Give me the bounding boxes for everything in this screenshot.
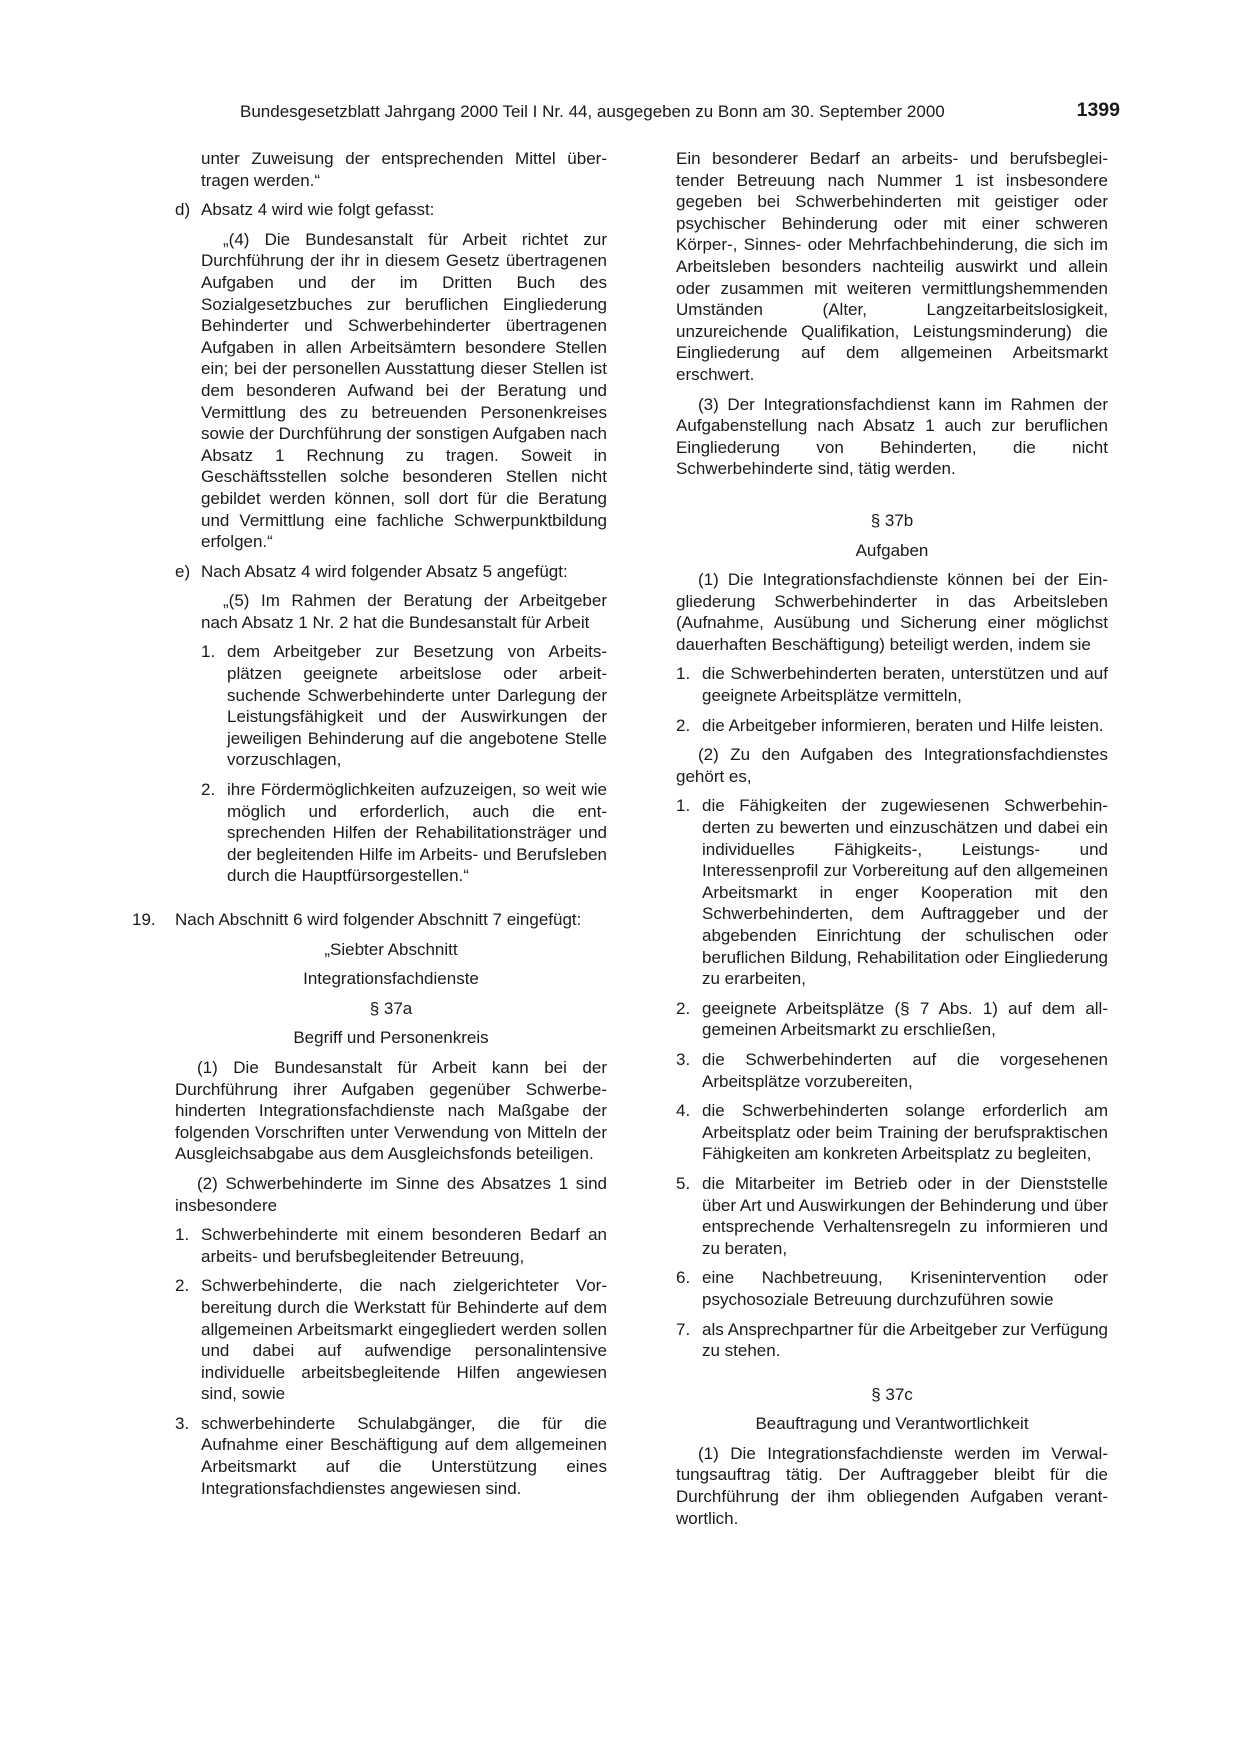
list-marker: 1.: [175, 1225, 190, 1245]
list-item: [676, 795, 1108, 989]
paragraph-title: Aufgaben: [855, 540, 929, 560]
list-marker: 2.: [676, 715, 691, 735]
list-marker: 1.: [676, 796, 691, 816]
list-item: [676, 998, 1108, 1041]
list-marker: 2.: [676, 998, 691, 1018]
list-marker: 4.: [676, 1101, 691, 1121]
page-header: [240, 101, 1120, 123]
item-text: Nach Absatz 4 wird folgender Absatz 5 angefügt:: [201, 561, 568, 581]
list-item: [175, 1275, 607, 1405]
section-title: „Siebter Abschnitt: [324, 939, 458, 959]
list-text: geeignete Arbeitsplätze (§ 7 Abs. 1) auf dem allgemeinen Arbeitsmarkt zu erschließen,: [702, 998, 1108, 1040]
list-marker: 5.: [676, 1173, 691, 1193]
list-text: Schwerbehinderte, die nach zielgerichteter Vorbereitung durch die Werkstatt für Behinderte auf dem allgemeinen Arbeitsmarkt eingegliedert werden sollen und dabei auf aufwendige personalintensive individuelle arbeitsbegleitende Hilfen angewiesen sind, sowie: [201, 1276, 607, 1404]
list-marker: 1.: [676, 664, 691, 684]
left-column: [132, 148, 607, 1507]
right-column: [676, 148, 1108, 1537]
item-d: [175, 199, 607, 221]
list-text: eine Nachbetreuung, Krisenintervention oder psychosoziale Betreuung durchzuführen sowie: [702, 1268, 1108, 1309]
list-marker: 6.: [676, 1268, 691, 1288]
page-number: 1399: [1076, 99, 1120, 121]
paragraph-text: (1) Die Bundesanstalt für Arbeit kann bei der Durchführung ihrer Aufgaben gegenüber Schwerbehinderten Integrationsfachdienste nach Maßgabe der folgenden Vorschriften unter Verwendung von Mitteln der Ausgleichsabgabe aus dem Ausgleichsfonds beteiligen.: [175, 1057, 607, 1164]
item-e: [175, 561, 607, 583]
list-marker: 2.: [201, 780, 216, 800]
list-item: [676, 1319, 1108, 1362]
absatz-4-text: „(4) Die Bundesanstalt für Arbeit richtet zur Durchführung der ihr in diesem Gesetz übertragenen Aufgaben und der im Dritten Buch des Sozialgesetzbuches zur beruflichen Eingliederung Behinderter und Schwerbehinderter übertragenen Aufgaben in allen Arbeitsämtern besondere Stellen ein; bei der personellen Ausstattung dieser Stellen ist dem besonderen Aufwand bei der Beratung und Vermittlung des zu betreuenden Personenkreises sowie der Durchführung der sonstigen Aufgaben nach Absatz 1 Rechnung zu tragen. Soweit in Geschäftsstellen solche besonderen Stellen nicht gebildet werden können, soll dort für die Beratung und Vermittlung eine fachliche Schwerpunktbildung erfolgen.“: [201, 229, 607, 552]
list-text: die Schwerbehinderten beraten, unterstützen und auf geeignete Arbeitsplätze vermitteln,: [702, 664, 1108, 706]
list-text: Schwerbehinderte mit einem besonderen Bedarf an arbeits- und berufsbegleitender Betreuung,: [201, 1225, 607, 1266]
paragraph-text: Ein besonderer Bedarf an arbeits- und berufsbegleitender Betreuung nach Nummer 1 ist insbesondere gegeben bei Schwerbehinderten mit geistiger oder psychischer Behinderung oder mit einer schweren Körper-, Sinnes- oder Mehrfachbehinderung, die sich im Arbeitsleben besonders nachteilig auswirkt und allein oder zusammen mit weiteren vermittlungshemmenden Umständen (Alter, Langzeitarbeitslosigkeit, unzureichende Qualifikation, Leistungsminderung) die Eingliederung auf dem allgemeinen Arbeitsmarkt erschwert.: [676, 149, 1108, 384]
paragraph-number: § 37c: [871, 1384, 913, 1404]
list-item: [175, 1413, 607, 1499]
item-marker: d): [175, 200, 191, 220]
paragraph-number: § 37b: [870, 510, 914, 530]
paragraph-title: Begriff und Personenkreis: [293, 1028, 489, 1048]
list-item: [676, 715, 1108, 737]
paragraph-text: (2) Zu den Aufgaben des Integrationsfachdienstes gehört es,: [676, 745, 1108, 786]
list-text: die Schwerbehinderten auf die vorgesehenen Arbeitsplätze vorzubereiten,: [702, 1049, 1108, 1091]
list-item: [676, 1267, 1108, 1310]
list-item: [175, 1224, 607, 1267]
list-item: [676, 1100, 1108, 1165]
list-text: ihre Fördermöglichkeiten aufzuzeigen, so weit wie möglich und erforderlich, auch die entsprechenden Hilfen der Rehabilitationsträger und der begleitenden Hilfe im Arbeits- und Berufsleben durch die Hauptfürsorgestellen.“: [227, 780, 607, 886]
item-marker: e): [175, 561, 191, 581]
list-item: [676, 663, 1108, 706]
section-subtitle: Integrationsfachdienste: [303, 969, 479, 989]
item-text: Absatz 4 wird wie folgt gefasst:: [201, 200, 435, 220]
running-title: Bundesgesetzblatt Jahrgang 2000 Teil I Nr. 44, ausgegeben zu Bonn am 30. September 2000: [240, 102, 945, 121]
list-item: [175, 779, 607, 887]
absatz-5-text: „(5) Im Rahmen der Beratung der Arbeitgeber nach Absatz 1 Nr. 2 hat die Bundesanstalt für Arbeit: [201, 591, 607, 632]
list-item: [175, 641, 607, 771]
item-19: [132, 909, 607, 931]
list-text: die Schwerbehinderten solange erforderlich am Arbeitsplatz oder beim Training der berufspraktischen Fähigkeiten am konkreten Arbeitsplatz zu begleiten,: [702, 1101, 1108, 1164]
intro-continuation: unter Zuweisung der entsprechenden Mittel übertragen werden.“: [201, 149, 607, 190]
list-text: die Fähigkeiten der zugewiesenen Schwerbehinderten zu bewerten und einzuschätzen und dabei ein individuelles Fähigkeits-, Leistungs- und Interessenprofil zur Vorbereitung auf den allgemeinen Arbeitsmarkt in enger Kooperation mit den Schwerbehinderten, dem Auftraggeber und der abgebenden Einrichtung der schulischen oder beruflichen Bildung, Rehabilitation oder Eingliederung zu erarbeiten,: [702, 796, 1108, 989]
list-marker: 3.: [175, 1413, 190, 1433]
item-marker: 19.: [132, 910, 156, 929]
paragraph-text: (2) Schwerbehinderte im Sinne des Absatzes 1 sind insbesondere: [175, 1173, 607, 1215]
paragraph-text: (1) Die Integrationsfachdienste werden im Verwaltungsauftrag tätig. Der Auftraggeber bleibt für die Durchführung der ihm obliegenden Aufgaben verantwortlich.: [676, 1443, 1108, 1528]
list-marker: 2.: [175, 1276, 190, 1296]
list-marker: 3.: [676, 1049, 691, 1069]
list-text: die Arbeitgeber informieren, beraten und Hilfe leisten.: [702, 715, 1104, 735]
list-text: schwerbehinderte Schulabgänger, die für die Aufnahme einer Beschäftigung auf dem allgemeinen Arbeitsmarkt auf die Unterstützung eines Integrationsfachdienstes angewiesen sind.: [201, 1413, 607, 1498]
item-text: Nach Abschnitt 6 wird folgender Abschnitt 7 eingefügt:: [175, 910, 582, 929]
paragraph-number: § 37a: [369, 998, 413, 1018]
list-text: als Ansprechpartner für die Arbeitgeber zur Verfügung zu stehen.: [702, 1319, 1108, 1361]
paragraph-text: (1) Die Integrationsfachdienste können bei der Eingliederung Schwerbehinderter in das Arbeitsleben (Aufnahme, Ausübung und Sicherung einer möglichst dauerhaften Beschäftigung) beteiligt werden, indem sie: [676, 570, 1108, 654]
list-text: dem Arbeitgeber zur Besetzung von Arbeitsplätzen geeignete arbeitslose oder arbeitsuchende Schwerbehinderte unter Darlegung der Leistungsfähigkeit und der Auswirkungen der jeweiligen Behinderung auf die angebotene Stelle vorzuschlagen,: [227, 642, 607, 770]
list-text: die Mitarbeiter im Betrieb oder in der Dienststelle über Art und Auswirkungen der Behinderung und über entsprechende Verhaltensregeln zu informieren und zu beraten,: [702, 1173, 1108, 1258]
list-item: [676, 1173, 1108, 1259]
list-marker: 7.: [676, 1319, 691, 1339]
list-marker: 1.: [201, 642, 216, 662]
paragraph-title: Beauftragung und Verantwortlichkeit: [755, 1414, 1029, 1434]
paragraph-text: (3) Der Integrationsfachdienst kann im Rahmen der Aufgabenstellung nach Absatz 1 auch zur beruflichen Eingliederung von Behinderten, die nicht Schwerbehinderte sind, tätig werden.: [676, 394, 1108, 479]
list-item: [676, 1049, 1108, 1092]
